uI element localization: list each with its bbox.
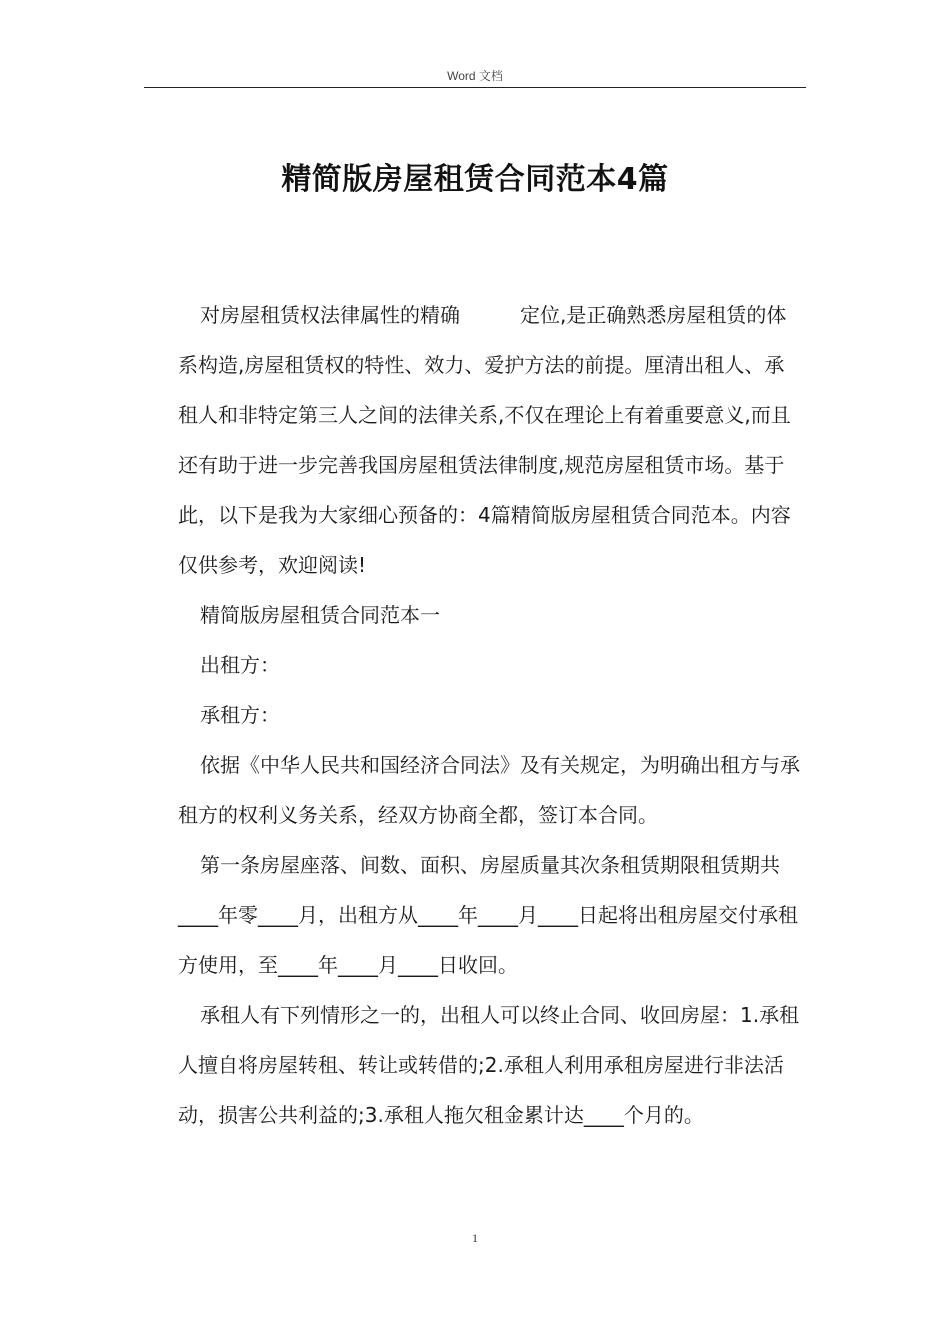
header-divider (144, 87, 806, 88)
document-title: 精简版房屋租赁合同范本4篇 (281, 162, 669, 197)
termination-paragraph: 承租人有下列情形之一的，出租人可以终止合同、收回房屋：1.承租人擅自将房屋转租、转让或转借的;2.承租人利用承租房屋进行非法活动，损害公共利益的;3.承租人拖欠租金累计达____个月的。 (178, 1003, 800, 1127)
header-label: Word 文档 (447, 69, 503, 83)
preamble-paragraph: 依据《中华人民共和国经济合同法》及有关规定，为明确出租方与承租方的权利义务关系，经双方协商全都，签订本合同。 (178, 753, 800, 827)
lessor-line: 出租方： (200, 653, 280, 677)
page-number: 1 (472, 1231, 478, 1245)
intro-paragraph: 对房屋租赁权法律属性的精确 定位,是正确熟悉房屋租赁的体系构造,房屋租赁权的特性、效力、爱护方法的前提。厘清出租人、承租人和非特定第三人之间的法律关系,不仅在理论上有着重要意义,而且还有助于进一步完善我国房屋租赁法律制度,规范房屋租赁市场。基于此，以下是我为大家细心预备的：4篇精简版房屋租赁合同范本。内容仅供参考，欢迎阅读! (178, 303, 791, 577)
article-one-paragraph: 第一条房屋座落、间数、面积、房屋质量其次条租赁期限租赁期共____年零____月，出租方从____年____月____日起将出租房屋交付承租方使用，至____年____月____日收回。 (178, 853, 798, 977)
section-heading: 精简版房屋租赁合同范本一 (200, 603, 440, 627)
lessee-line: 承租方： (200, 703, 280, 727)
document-body (178, 290, 802, 1140)
